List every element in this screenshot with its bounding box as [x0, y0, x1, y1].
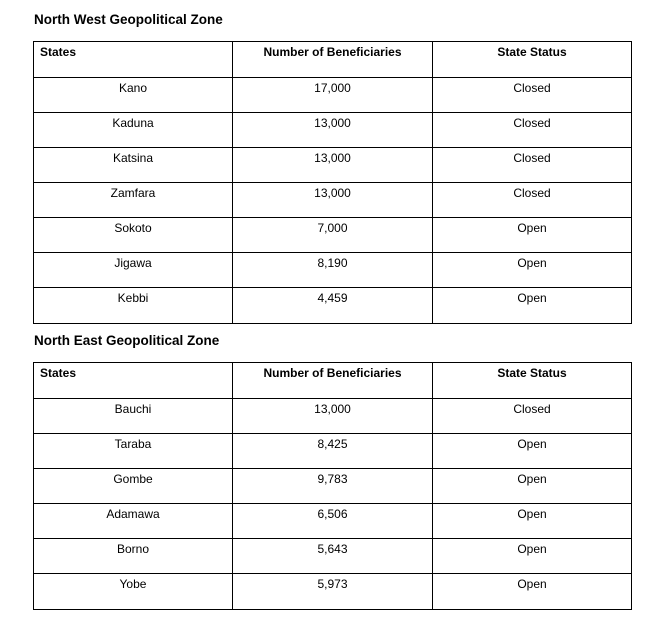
state-cell: Yobe [34, 574, 233, 610]
table-row [34, 574, 632, 610]
state-cell: Katsina [34, 148, 233, 183]
state-cell: Jigawa [34, 253, 233, 288]
state-cell: Kebbi [34, 288, 233, 324]
beneficiaries-cell: 7,000 [233, 218, 433, 253]
beneficiaries-cell: 13,000 [233, 183, 433, 218]
beneficiaries-cell: 5,973 [233, 574, 433, 610]
beneficiaries-cell: 6,506 [233, 504, 433, 539]
state-cell: Borno [34, 539, 233, 574]
state-cell: Zamfara [34, 183, 233, 218]
zone-title-north-east: North East Geopolitical Zone [34, 333, 220, 348]
status-cell: Closed [433, 399, 632, 434]
beneficiaries-cell: 8,190 [233, 253, 433, 288]
beneficiaries-cell: 5,643 [233, 539, 433, 574]
state-cell: Bauchi [34, 399, 233, 434]
status-cell: Open [433, 574, 632, 610]
table-row [34, 469, 632, 504]
beneficiaries-cell: 13,000 [233, 113, 433, 148]
status-cell: Open [433, 469, 632, 504]
status-cell: Open [433, 253, 632, 288]
table-north-east [33, 362, 632, 610]
status-cell: Closed [433, 113, 632, 148]
beneficiaries-cell: 17,000 [233, 78, 433, 113]
status-cell: Closed [433, 148, 632, 183]
header-state-status: State Status [433, 42, 632, 78]
table-row [34, 253, 632, 288]
status-cell: Open [433, 434, 632, 469]
table-header-row [34, 42, 632, 78]
state-cell: Adamawa [34, 504, 233, 539]
table-row [34, 434, 632, 469]
table-row [34, 288, 632, 324]
beneficiaries-cell: 4,459 [233, 288, 433, 324]
status-cell: Closed [433, 183, 632, 218]
table-row [34, 504, 632, 539]
table-row [34, 218, 632, 253]
state-cell: Sokoto [34, 218, 233, 253]
status-cell: Open [433, 504, 632, 539]
beneficiaries-cell: 13,000 [233, 399, 433, 434]
table-north-west [33, 41, 632, 324]
status-cell: Open [433, 539, 632, 574]
status-cell: Open [433, 288, 632, 324]
table-row [34, 183, 632, 218]
state-cell: Gombe [34, 469, 233, 504]
zone-title-north-west: North West Geopolitical Zone [34, 12, 223, 27]
table-row [34, 78, 632, 113]
beneficiaries-cell: 13,000 [233, 148, 433, 183]
beneficiaries-cell: 9,783 [233, 469, 433, 504]
header-states: States [34, 363, 233, 399]
state-cell: Taraba [34, 434, 233, 469]
table-header-row [34, 363, 632, 399]
header-state-status: State Status [433, 363, 632, 399]
table-row [34, 399, 632, 434]
state-cell: Kano [34, 78, 233, 113]
header-beneficiaries: Number of Beneficiaries [233, 363, 433, 399]
header-beneficiaries: Number of Beneficiaries [233, 42, 433, 78]
beneficiaries-cell: 8,425 [233, 434, 433, 469]
state-cell: Kaduna [34, 113, 233, 148]
table-row [34, 113, 632, 148]
status-cell: Closed [433, 78, 632, 113]
table-row [34, 148, 632, 183]
status-cell: Open [433, 218, 632, 253]
header-states: States [34, 42, 233, 78]
table-row [34, 539, 632, 574]
